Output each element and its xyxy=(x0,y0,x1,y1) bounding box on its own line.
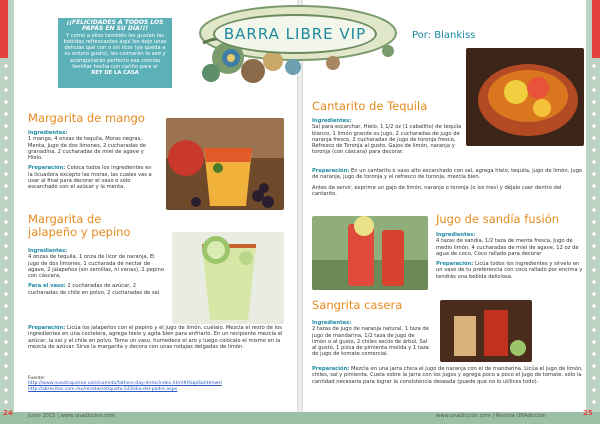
sangrita-photo xyxy=(440,300,532,362)
source-link-1[interactable]: http://www.nuestrapanne.com/comida/fathers-day-drink/index.html#lfaqzSahHmwH xyxy=(28,381,222,387)
jalapeno-title-line1: Margarita de xyxy=(28,212,102,226)
footer-right-text: www.unadiccion.com | Revista UNAdicción xyxy=(436,413,546,419)
sangrita-ingredients-label: Ingredientes: xyxy=(312,320,352,326)
sandia-prep-label: Preparación: xyxy=(436,261,474,268)
sangrita-prep: Mezcla en una jarra chica el jugo de naranja con el de mandarina. Licúa el jugo de limón, chiles, sal y pimienta. Cuela sobre la jarra con los jugos y agrega poco a poco el jugo de tomate, sólo la cantidad necesaria para lograr la consistencia deseada (puede que no lo utilices todo). xyxy=(312,366,583,385)
page-number-right: 25 xyxy=(583,409,593,417)
jalapeno-prep-label: Preparación: xyxy=(28,325,66,331)
right-page-tab xyxy=(592,0,600,58)
byline: Por: Blankiss xyxy=(412,30,476,41)
tequila-title: Cantarito de Tequila xyxy=(312,99,428,113)
tequila-prep-label: Preparación: xyxy=(312,168,350,174)
sandia-prep: Licúa todos los ingredientes y sírvelo en un vaso de tu preferencia con coco rallado por encima y tendrás una bebida deliciosa. xyxy=(436,261,583,280)
jalapeno-vaso-label: Para el vaso: xyxy=(28,283,66,290)
jalapeno-ingredients: 4 onzas de tequila, 1 onza de licor de naranja, El jugo de dos limones, 1 cucharada de néctar de agave, 2 jalapeños (sin semillas, ni venas), 1 pepino con cáscara, xyxy=(28,254,165,280)
source-label: Fuente: xyxy=(28,376,46,381)
tequila-ingredients: Sal para escarchar, Hielo, 1 1/2 oz (1 caballito) de tequila blanco, 1 limón grande su jugo, 2 cucharadas de jugo de naranja fresco, 2 cucharadas de jugo de toronja fresco, Refresco de Toronja al gusto, Gajos de limón, naranja y toronja (con cáscara) para decorar. xyxy=(312,124,462,156)
intro-heading: ¡¡FELICIDADES A TODOS LOS PAPÁS EN SU DÍA!!! xyxy=(66,19,164,33)
jalapeno-margarita-photo xyxy=(172,232,284,324)
jalapeno-title-line2: jalapeño y pepino xyxy=(28,225,131,239)
mango-prep: Coloca todos los ingredientes en la licuadora excepto las moras, las cuales vas a usar al final para decorar el vaso o sólo escarchado con el azúcar y la menta. xyxy=(28,165,152,191)
watermelon-juice-photo xyxy=(312,216,428,290)
mango-title: Margarita de mango xyxy=(28,111,145,125)
tequila-ingredients-label: Ingredientes: xyxy=(312,118,352,124)
intro-box xyxy=(58,18,172,88)
tequila-prep: En un cantarito o vaso alto escarchado con sal, agrega hielo, tequila, jugo de limón, jugo de naranja, jugo de toronja y el refresco de toronja, mezcla bien. xyxy=(312,168,583,181)
mango-margarita-photo xyxy=(166,118,284,210)
tequila-photo xyxy=(466,48,584,146)
mango-ingredients-label: Ingredientes: xyxy=(28,130,68,136)
sandia-title: Jugo de sandía fusión xyxy=(436,212,560,226)
footer-left-text: Junio 2015 | www.unadiccion.com xyxy=(28,413,116,419)
intro-body: Y como a ellos también les gustan las bebidas refrescantes aquí les dejo unas delicias que con o sin licor (ya queda a su entero gusto), les calmarán la sed y acompañarán perfecto esa comida familiar hecha con cariño para el xyxy=(63,32,167,70)
sandia-ingredients: 4 tazas de sandía, 1/2 taza de menta fresca, Jugo de medio limón, 4 cucharadas de miel de agave, 12 oz de agua de coco, Coco rallado para decorar xyxy=(436,238,579,257)
mango-prep-label: Preparación: xyxy=(28,165,66,172)
jalapeno-prep: Licúa los jalapeños con el pepino y el jugo de limón, cuélalo. Mezcla el resto de los ingredientes en una coctelera, agrega hielo y agita bien para enfriarlo. En un recipiente mezcla el azúcar, la sal y el chile en polvo. Toma un vaso, humedece el aro y luego colócalo el mismo en la mezcla de azúcar. Sirve la margarita y decora con unas rodajas delgadas de limón. xyxy=(28,325,283,350)
jalapeno-ingredients-label: Ingredientes: xyxy=(28,248,68,254)
tequila-extra: Antes de servir, exprime un gajo de limón, naranja o toronja (o los tres) y déjalo caer dentro del cantarito. xyxy=(312,184,562,197)
page-number-left: 24 xyxy=(3,409,13,417)
source-link-2[interactable]: http://abrecitas.com.mx/recetas/etiqueta-543/dia-del-padre.aspx xyxy=(28,386,178,392)
sangrita-prep-label: Preparación: xyxy=(312,366,350,372)
jalapeno-vaso: 2 cucharadas de azúcar, 2 cucharadas de chile en polvo, 2 cucharadas de sal. xyxy=(28,283,161,296)
page-title: BARRA LIBRE VIP xyxy=(213,14,377,54)
mango-ingredients: 1 mango, 4 onzas de tequila, Moras negras, Menta, Jugo de dos limones, 2 cucharadas de granadina, 2 cucharadas de miel de agave y Hielo. xyxy=(28,136,146,162)
intro-emphasis: REY DE LA CASA xyxy=(91,70,139,77)
sangrita-title: Sangrita casera xyxy=(312,298,403,312)
sandia-ingredients-label: Ingredientes: xyxy=(436,232,476,238)
sangrita-ingredients: 2 tazas de jugo de naranja natural, 1 taza de jugo de mandarina, 1/2 taza de jugo de limón o al gusto, 2 chiles secos de árbol, Sal al gusto, 1 pizca de pimienta molida y 1 taza de jugo de tomate comercial. xyxy=(312,326,429,358)
left-page-tab xyxy=(0,0,8,58)
